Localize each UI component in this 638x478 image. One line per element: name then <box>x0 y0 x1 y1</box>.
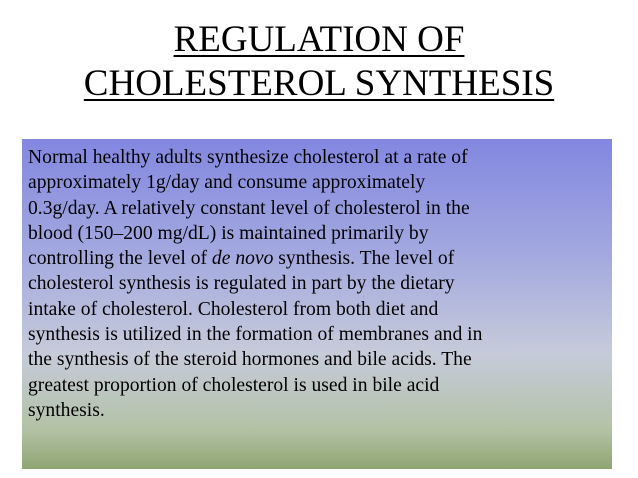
body-line: blood (150–200 mg/dL) is maintained primarily by <box>28 222 429 244</box>
body-line: 0.3g/day. A relatively constant level of cholesterol in the <box>28 197 470 219</box>
body-line: the synthesis of the steroid hormones and bile acids. The <box>28 349 472 371</box>
body-line: synthesis is utilized in the formation of membranes and in <box>28 324 483 346</box>
body-line: intake of cholesterol. Cholesterol from both diet and <box>28 298 439 320</box>
body-line: greatest proportion of cholesterol is used in bile acid <box>28 374 440 396</box>
body-line: cholesterol synthesis is regulated in part by the dietary <box>28 273 455 295</box>
body-line <box>28 246 608 271</box>
body-line: approximately 1g/day and consume approximately <box>28 172 426 194</box>
slide-title <box>0 18 638 106</box>
body-text-segment: synthesis. The level of <box>273 248 455 270</box>
body-line: synthesis. <box>28 399 105 421</box>
title-line-2: CHOLESTEROL SYNTHESIS <box>83 63 555 104</box>
body-paragraph <box>28 145 608 423</box>
body-text-segment: controlling the level of <box>28 248 212 270</box>
body-line: Normal healthy adults synthesize cholesterol at a rate of <box>28 147 468 168</box>
title-line-1: REGULATION OF <box>173 19 465 60</box>
de-novo-italic: de novo <box>211 248 274 270</box>
body-text-box <box>22 139 612 469</box>
